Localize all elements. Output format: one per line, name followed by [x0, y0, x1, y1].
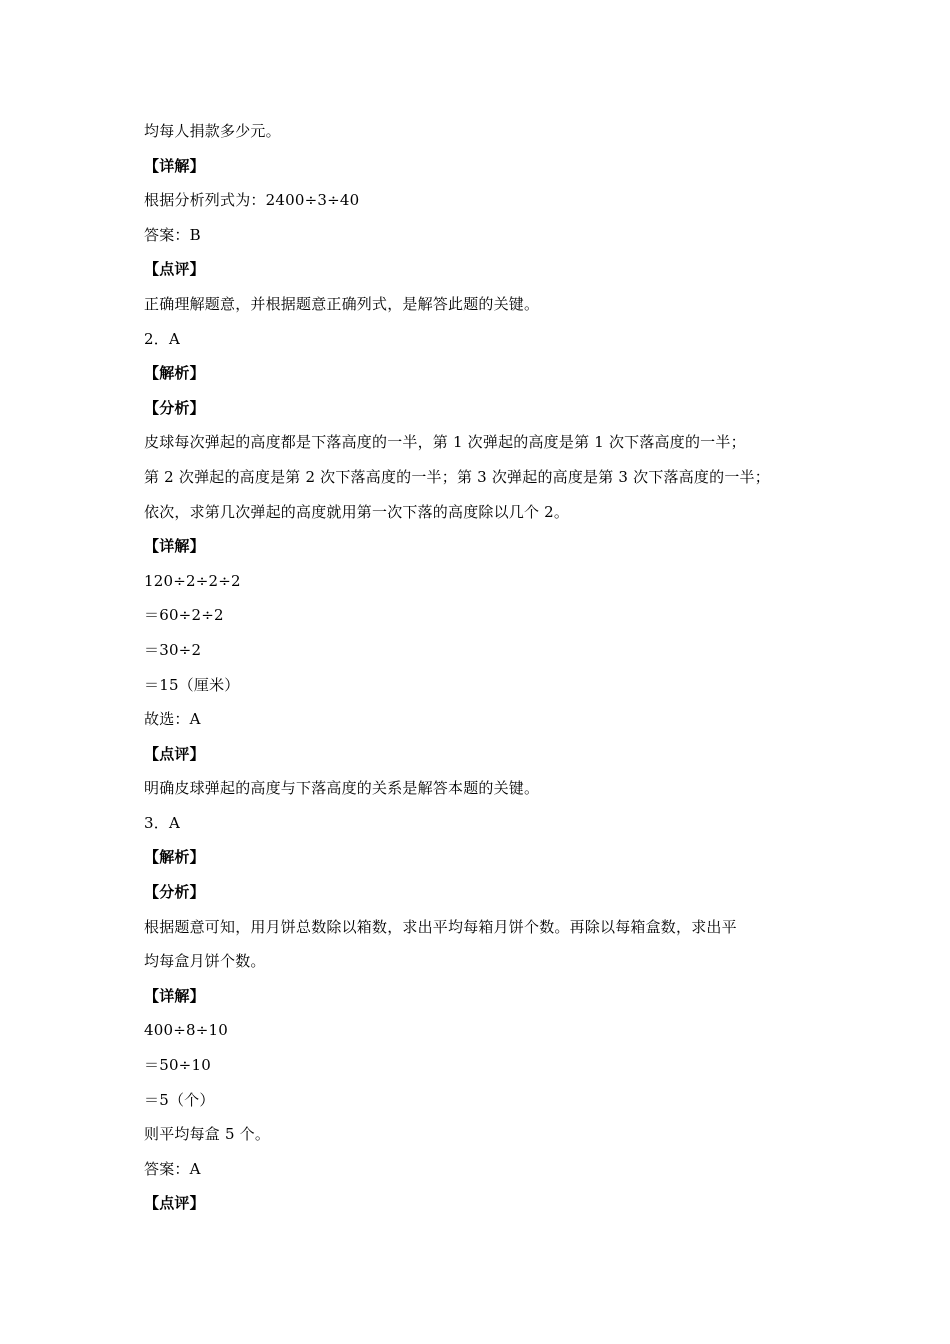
question-number: 2．A	[144, 329, 180, 348]
document-page	[144, 114, 804, 1221]
text-line: 明确皮球弹起的高度与下落高度的关系是解答本题的关键。	[144, 779, 540, 798]
section-heading: 【分析】	[144, 398, 205, 417]
answer-line: 答案：B	[144, 225, 201, 244]
section-heading: 【点评】	[144, 744, 205, 763]
text-line: 则平均每盒 5 个。	[144, 1125, 271, 1144]
section-heading: 【点评】	[144, 260, 205, 279]
text-line: 第 2 次弹起的高度是第 2 次下落高度的一半；第 3 次弹起的高度是第 3 次下落高度的一半；	[144, 467, 770, 486]
section-heading: 【解析】	[144, 364, 205, 383]
answer-line: 答案：A	[144, 1159, 201, 1178]
equation-line: ＝60÷2÷2	[144, 606, 224, 625]
equation-line: ＝5（个）	[144, 1090, 215, 1109]
text-line: 均每人捐款多少元。	[144, 122, 281, 140]
equation-line: ＝50÷10	[144, 1056, 211, 1075]
section-heading: 【详解】	[144, 986, 205, 1005]
section-heading: 【分析】	[144, 883, 205, 902]
section-heading: 【解析】	[144, 848, 205, 867]
text-line: 正确理解题意，并根据题意正确列式，是解答此题的关键。	[144, 294, 540, 313]
equation-line: 120÷2÷2÷2	[144, 571, 241, 590]
text-line: 均每盒月饼个数。	[144, 952, 266, 971]
answer-line: 故选：A	[144, 710, 201, 729]
question-number: 3．A	[144, 813, 180, 832]
equation-line: ＝30÷2	[144, 640, 202, 659]
text-line: 根据分析列式为：2400÷3÷40	[144, 191, 360, 210]
equation-line: 400÷8÷10	[144, 1021, 228, 1040]
section-heading: 【点评】	[144, 1194, 205, 1213]
section-heading: 【详解】	[144, 156, 205, 175]
text-line: 皮球每次弹起的高度都是下落高度的一半，第 1 次弹起的高度是第 1 次下落高度的一半；	[144, 433, 746, 452]
text-line: 根据题意可知，用月饼总数除以箱数，求出平均每箱月饼个数。再除以每箱盒数，求出平	[144, 917, 737, 936]
section-heading: 【详解】	[144, 537, 205, 556]
text-line: 依次，求第几次弹起的高度就用第一次下落的高度除以几个 2。	[144, 502, 570, 521]
equation-line: ＝15（厘米）	[144, 675, 240, 694]
